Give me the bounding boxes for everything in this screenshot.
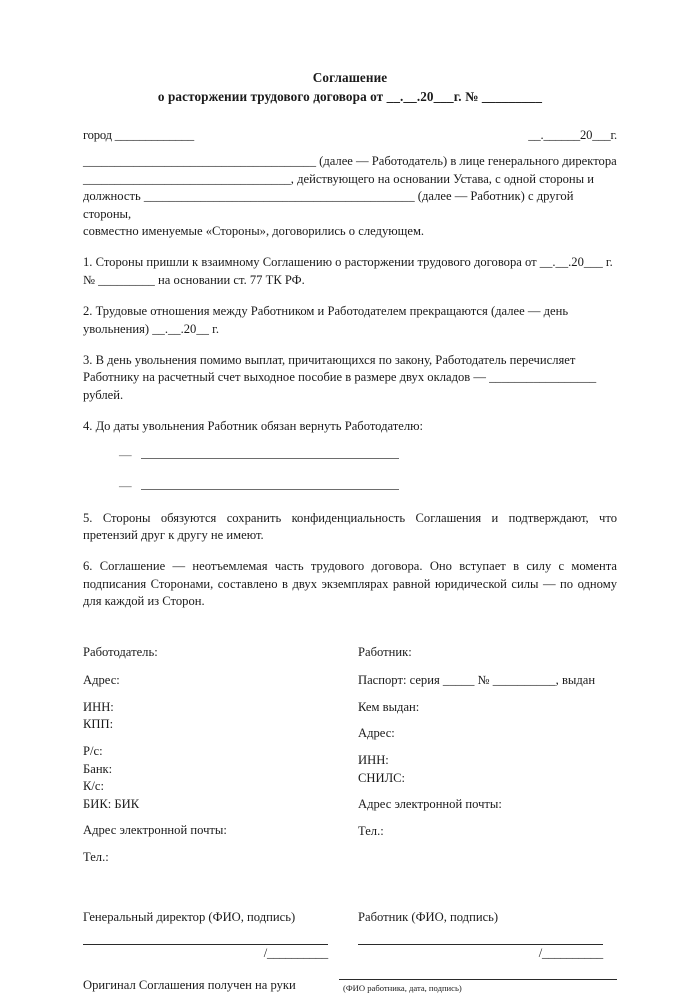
city-date-row: [83, 127, 617, 144]
employer-signature-slash[interactable]: [83, 946, 328, 961]
dash-marker: —: [119, 479, 132, 494]
employer-ks-label[interactable]: К/с:: [83, 779, 104, 794]
intro-line-4: совместно именуемые «Стороны», договорились о следующем.: [83, 224, 425, 239]
employee-inn-label[interactable]: ИНН:: [358, 752, 389, 767]
employee-heading: Работник:: [358, 644, 412, 659]
return-items-list: [83, 447, 617, 496]
employee-phone-label[interactable]: Тел.:: [358, 823, 384, 838]
employer-inn-label[interactable]: ИНН:: [83, 699, 114, 714]
title-line-1: Соглашение: [312, 70, 388, 85]
clause-3: 3. В день увольнения помимо выплат, причитающихся по закону, Работодатель перечисляет Работнику на расчетный счет выходное пособие в размере двух окладов — _________________ рублей.: [83, 353, 597, 402]
clause-1: 1. Стороны пришли к взаимному Соглашению о расторжении трудового договора от __.__.20___ г. № _________ на основании ст. 77 ТК РФ.: [83, 255, 613, 287]
return-item-blank-line[interactable]: [141, 478, 399, 490]
clause-4: 4. До даты увольнения Работник обязан вернуть Работодателю:: [83, 419, 424, 434]
employee-requisites: [358, 644, 617, 867]
employer-kpp-label[interactable]: КПП:: [83, 717, 114, 732]
employee-issued-by-label[interactable]: Кем выдан:: [358, 699, 420, 714]
return-item-blank-line[interactable]: [141, 447, 399, 459]
requisites-section: [83, 644, 617, 867]
return-item-row[interactable]: [83, 447, 617, 464]
date-field[interactable]: __.______20___г.: [528, 128, 617, 142]
employer-bank-label[interactable]: Банк:: [83, 761, 113, 776]
clause-6: 6. Соглашение — неотъемлемая часть трудового договора. Оно вступает в силу с момента подписания Сторонами, составлено в двух экземплярах равной юридической силы — по одному для каждой из Сторон.: [83, 559, 617, 609]
employer-heading: Работодатель:: [83, 644, 158, 659]
employer-rs-label[interactable]: Р/с:: [83, 743, 103, 758]
employer-requisites: [83, 644, 358, 867]
employee-signature-line[interactable]: [358, 944, 603, 945]
employee-signature-label: Работник (ФИО, подпись): [358, 910, 499, 925]
receipt-signature-block: [339, 977, 617, 994]
document-title: [83, 68, 617, 106]
employer-slash-text: /__________: [263, 945, 328, 960]
employee-slash-text: /__________: [538, 945, 603, 960]
employee-email-label[interactable]: Адрес электронной почты:: [358, 797, 502, 812]
employer-email-label[interactable]: Адрес электронной почты:: [83, 823, 227, 838]
employer-address-label[interactable]: Адрес:: [83, 673, 120, 688]
original-received-label: Оригинал Соглашения получен на руки: [83, 977, 296, 992]
employee-snils-label[interactable]: СНИЛС:: [358, 770, 406, 785]
clause-2: 2. Трудовые отношения между Работником и Работодателем прекращаются (далее — день увольнения) __.__.20__ г.: [83, 304, 569, 336]
employer-signature-label: Генеральный директор (ФИО, подпись): [83, 910, 296, 925]
signature-section: [83, 909, 617, 960]
employee-signature-slash[interactable]: [358, 946, 603, 961]
footer-section: [83, 977, 617, 994]
intro-line-1[interactable]: _____________________________________ (далее — Работодатель) в лице генерального директора: [83, 154, 617, 169]
document-body: [83, 68, 617, 994]
dash-marker: —: [119, 447, 132, 462]
employee-passport-label[interactable]: Паспорт: серия _____ № __________, выдан: [358, 673, 596, 688]
employee-address-label[interactable]: Адрес:: [358, 726, 395, 741]
employer-signature-block: [83, 909, 358, 960]
employer-phone-label[interactable]: Тел.:: [83, 849, 109, 864]
intro-line-2[interactable]: _________________________________, действующего на основании Устава, с одной стороны и: [83, 171, 594, 186]
employer-bik-label[interactable]: БИК: БИК: [83, 796, 140, 811]
city-field[interactable]: город _____________: [83, 128, 194, 142]
clause-5: 5. Стороны обязуются сохранить конфиденциальность Соглашения и подтверждают, что претензий друг к другу не имеют.: [83, 510, 617, 542]
employee-signature-block: [358, 909, 617, 960]
receipt-signature-caption: (ФИО работника, дата, подпись): [343, 982, 462, 993]
title-line-2: о расторжении трудового договора от __.__.20___г. № _________: [157, 89, 543, 104]
intro-line-3[interactable]: должность ___________________________________________ (далее — Работник) с другой стороны,: [83, 189, 574, 221]
employer-signature-line[interactable]: [83, 944, 328, 945]
return-item-row[interactable]: [83, 478, 617, 495]
